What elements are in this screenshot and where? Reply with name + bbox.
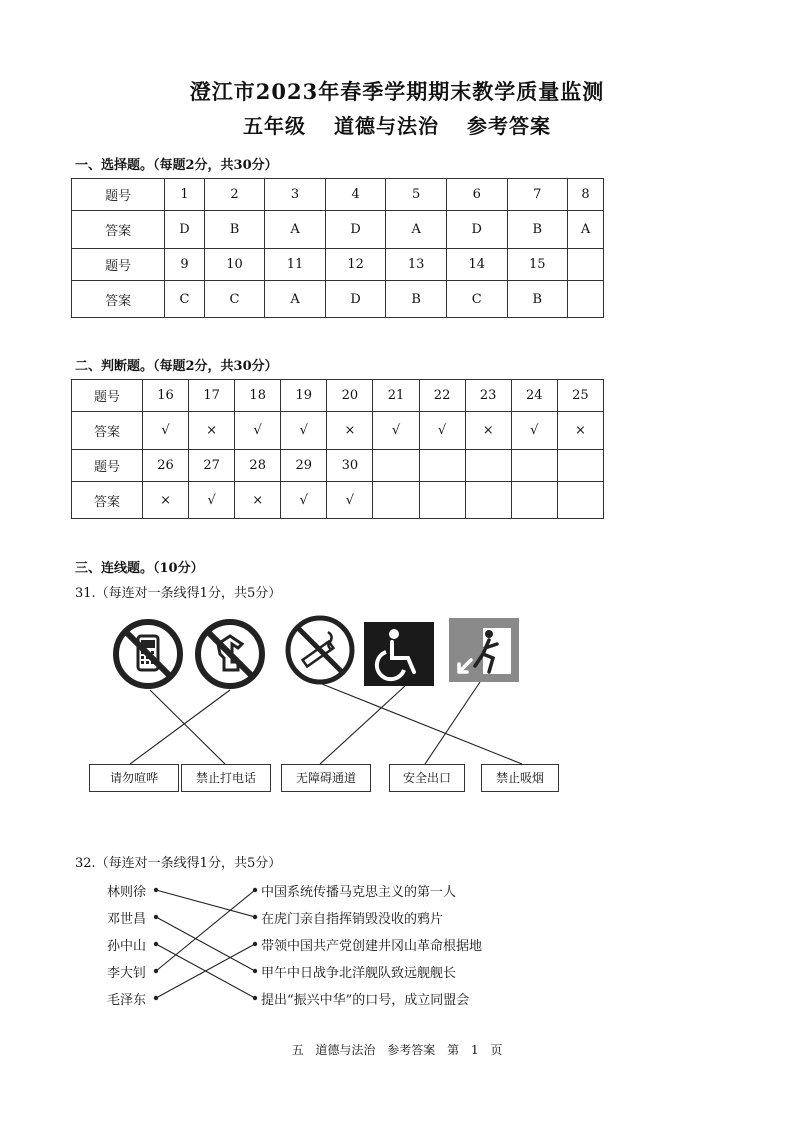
row-header-cell: 答案 bbox=[72, 482, 143, 519]
table-cell: 25 bbox=[557, 380, 603, 412]
section2-heading: 二、判断题。（每题2分，共30分） bbox=[75, 359, 278, 374]
table-cell: 24 bbox=[511, 380, 557, 412]
box-accessible-passage: 无障碍通道 bbox=[281, 764, 371, 792]
box-no-phone: 禁止打电话 bbox=[181, 764, 271, 792]
table-cell: 10 bbox=[204, 249, 265, 281]
table-cell: 9 bbox=[165, 249, 204, 281]
table-cell: √ bbox=[327, 482, 373, 519]
table-cell: A bbox=[386, 211, 447, 249]
table-cell: √ bbox=[373, 412, 419, 450]
table-cell: 19 bbox=[281, 380, 327, 412]
q31-line-gun bbox=[130, 690, 230, 764]
table-cell: √ bbox=[281, 412, 327, 450]
q32-label: 32.（每连对一条线得1分，共5分） bbox=[75, 856, 282, 871]
q32-line-2 bbox=[156, 917, 255, 971]
q31-line-wheelchair bbox=[320, 686, 405, 764]
table-cell: B bbox=[204, 211, 265, 249]
table-cell: 15 bbox=[507, 249, 568, 281]
table-cell: B bbox=[507, 281, 568, 318]
table-cell: C bbox=[204, 281, 265, 318]
row-header-cell: 题号 bbox=[72, 179, 165, 211]
row-header-cell: 题号 bbox=[72, 450, 143, 482]
table-cell: D bbox=[325, 211, 386, 249]
table-cell: √ bbox=[419, 412, 465, 450]
table-cell: 7 bbox=[507, 179, 568, 211]
table-cell: 23 bbox=[465, 380, 511, 412]
table-cell: C bbox=[446, 281, 507, 318]
section1-heading: 一、选择题。（每题2分，共30分） bbox=[75, 158, 278, 173]
desc-3: 带领中国共产党创建井冈山革命根据地 bbox=[261, 939, 483, 954]
table-cell: 28 bbox=[235, 450, 281, 482]
table-cell: 14 bbox=[446, 249, 507, 281]
footer-answer-key: 参考答案 bbox=[387, 1043, 436, 1057]
table-cell: 1 bbox=[165, 179, 204, 211]
name-lin-zexu: 林则徐 bbox=[107, 885, 147, 900]
table-cell: 8 bbox=[568, 179, 604, 211]
row-header-cell: 题号 bbox=[72, 249, 165, 281]
box-no-smoking: 禁止吸烟 bbox=[481, 764, 559, 792]
footer-page-prefix: 第 bbox=[447, 1043, 460, 1057]
table-cell: A bbox=[265, 211, 326, 249]
table-cell: D bbox=[165, 211, 204, 249]
table-cell: C bbox=[165, 281, 204, 318]
q31-label: 31.（每连对一条线得1分，共5分） bbox=[75, 586, 282, 601]
name-deng-shichang: 邓世昌 bbox=[107, 912, 147, 927]
table-cell: 16 bbox=[142, 380, 188, 412]
table-cell: A bbox=[568, 211, 604, 249]
table-cell: 5 bbox=[386, 179, 447, 211]
table-cell: 30 bbox=[327, 450, 373, 482]
table-cell: 18 bbox=[235, 380, 281, 412]
table-cell: √ bbox=[511, 412, 557, 450]
row-header-cell: 答案 bbox=[72, 281, 165, 318]
table-cell: × bbox=[557, 412, 603, 450]
q31-line-smoking bbox=[322, 684, 522, 764]
footer-page-number: 1 bbox=[470, 1043, 479, 1057]
q31-line-phone bbox=[150, 690, 225, 764]
section3-heading: 三、连线题。（10分） bbox=[75, 561, 204, 576]
page-title: 澄江市2023年春季学期期末教学质量监测 bbox=[189, 79, 605, 104]
table-cell: × bbox=[142, 482, 188, 519]
q31-line-exit bbox=[425, 682, 480, 764]
table-cell: × bbox=[235, 482, 281, 519]
table-cell: 3 bbox=[265, 179, 326, 211]
table-cell: 2 bbox=[204, 179, 265, 211]
table-cell: 20 bbox=[327, 380, 373, 412]
name-li-dazhao: 李大钊 bbox=[107, 966, 147, 981]
table-cell: × bbox=[327, 412, 373, 450]
row-header-cell: 答案 bbox=[72, 412, 143, 450]
desc-1: 中国系统传播马克思主义的第一人 bbox=[261, 885, 457, 900]
table-cell: √ bbox=[142, 412, 188, 450]
table-cell: 26 bbox=[142, 450, 188, 482]
name-sun-zhongshan: 孙中山 bbox=[107, 939, 147, 954]
desc-4: 甲午中日战争北洋舰队致远舰舰长 bbox=[261, 966, 457, 981]
table-cell: √ bbox=[189, 482, 235, 519]
desc-2: 在虎门亲自指挥销毁没收的鸦片 bbox=[261, 912, 444, 927]
table-cell: A bbox=[265, 281, 326, 318]
footer-grade: 五 bbox=[291, 1043, 304, 1057]
table-cell: 22 bbox=[419, 380, 465, 412]
table-cell: √ bbox=[281, 482, 327, 519]
name-mao-zedong: 毛泽东 bbox=[107, 993, 147, 1008]
box-safety-exit: 安全出口 bbox=[389, 764, 465, 792]
desc-5: 提出“振兴中华”的口号，成立同盟会 bbox=[261, 993, 470, 1008]
footer-page-suffix: 页 bbox=[490, 1043, 503, 1057]
table-cell: 21 bbox=[373, 380, 419, 412]
table-cell: 6 bbox=[446, 179, 507, 211]
table-cell: 29 bbox=[281, 450, 327, 482]
table-cell: B bbox=[507, 211, 568, 249]
table-cell: 17 bbox=[189, 380, 235, 412]
table-cell: 4 bbox=[325, 179, 386, 211]
table-cell: D bbox=[446, 211, 507, 249]
grade: 五年级 bbox=[243, 114, 307, 138]
row-header-cell: 答案 bbox=[72, 211, 165, 249]
table-cell: × bbox=[465, 412, 511, 450]
q32-line-4 bbox=[156, 890, 255, 971]
table-cell: D bbox=[325, 281, 386, 318]
table-cell: B bbox=[386, 281, 447, 318]
table-cell: 11 bbox=[265, 249, 326, 281]
footer-subject: 道德与法治 bbox=[315, 1043, 376, 1057]
row-header-cell: 题号 bbox=[72, 380, 143, 412]
table-cell: 27 bbox=[189, 450, 235, 482]
table-cell: √ bbox=[235, 412, 281, 450]
box-no-noise: 请勿喧哗 bbox=[89, 764, 179, 792]
table-cell: × bbox=[189, 412, 235, 450]
answer-key-label: 参考答案 bbox=[466, 114, 551, 138]
page-footer bbox=[0, 1041, 794, 1058]
table-cell: 13 bbox=[386, 249, 447, 281]
subject: 道德与法治 bbox=[334, 114, 439, 138]
q32-line-1 bbox=[156, 890, 255, 917]
table-cell: 12 bbox=[325, 249, 386, 281]
